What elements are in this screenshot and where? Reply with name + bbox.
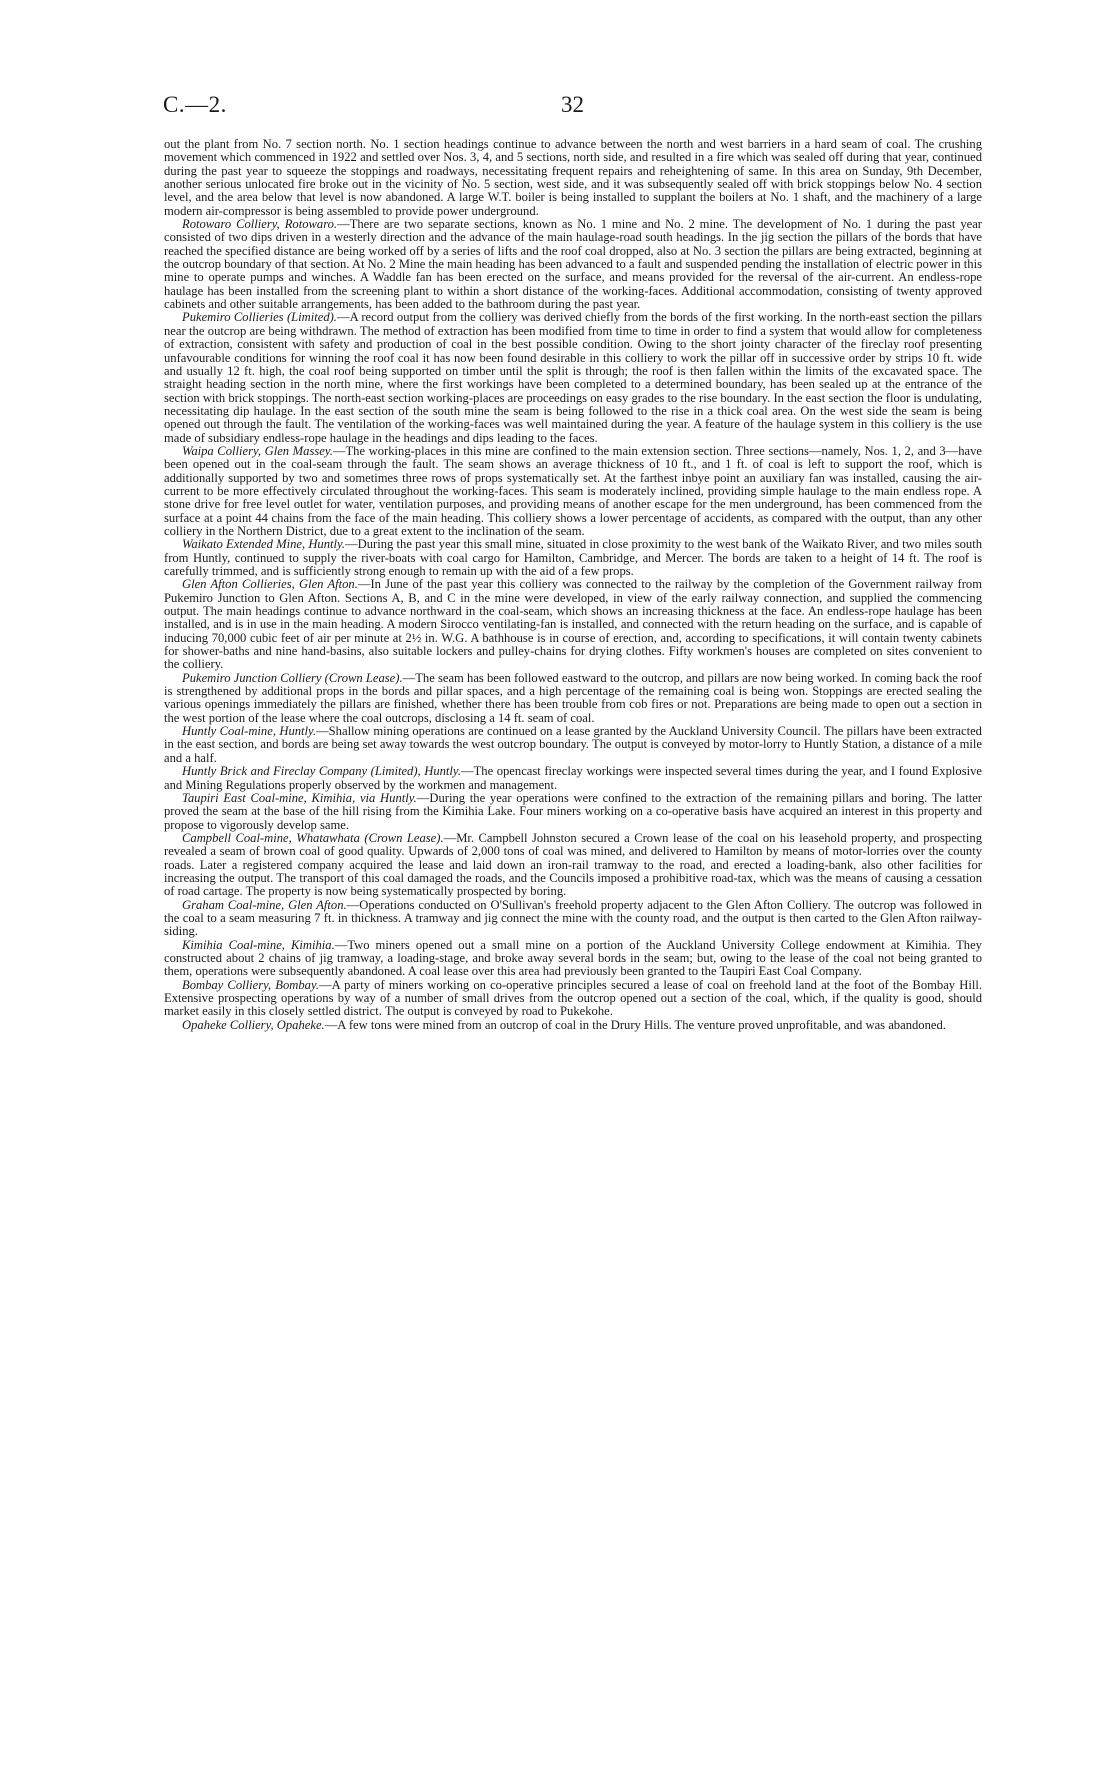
paragraph <box>164 1019 982 1032</box>
paragraph-lead: Huntly Brick and Fireclay Company (Limited), Huntly. <box>182 764 461 779</box>
paragraph-lead: Taupiri East Coal-mine, Kimihia, via Huntly. <box>182 790 417 805</box>
paragraph-text: —There are two separate sections, known as No. 1 mine and No. 2 mine. The development of No. 1 during the past year consisted of two dips driven in a westerly direction and the advance of the main haulage-road south headings. In the jig section the pillars of the bords that have reached the specified distance are being worked off by a series of lifts and the roof coal dropped, also at No. 3 section the pillars are being extracted, beginning at the outcrop boundary of that section. At No. 2 Mine the main heading has been advanced to a fault and suspended pending the installation of electric power in this mine to operate pumps and winches. A Waddle fan has been erected on the surface, and means provided for the reversal of the air-current. An endless-rope haulage has been installed from the screening plant to within a short distance of the working-faces. Additional accommodation, consisting of twenty approved cabinets and other suitable arrangements, has been added to the bathroom during the past year. <box>164 217 982 312</box>
paragraph-text: —Two miners opened out a small mine on a portion of the Auckland University College endowment at Kimihia. They constructed about 2 chains of jig tramway, a loading-stage, and broke away several bords in the seam; but, owing to the lease of the coal not being granted to them, operations were subsequently abandoned. A coal lease over this area had previously been granted to the Taupiri East Coal Company. <box>164 937 982 979</box>
paragraph-text: —A record output from the colliery was derived chiefly from the bords of the first working. In the north-east section the pillars near the outcrop are being withdrawn. The method of extraction has been modified from time to time in order to find a system that would allow for completeness of extraction, consistent with safety and production of coal in the best possible condition. Owing to the short jointy character of the fireclay roof presenting unfavourable conditions for winning the roof coal it has now been found desirable in this colliery to work the pillar off in successive order by strips 10 ft. wide and usually 12 ft. high, the coal roof being supported on timber until the split is through; the roof is then fallen within the limits of the excavated space. The straight heading section in the north mine, where the first workings have been completed to a determined boundary, has been sealed up at the entrance of the section with brick stoppings. The north-east section working-places are proceedings on easy grades to the rise boundary. In the east section the floor is undulating, necessitating dip haulage. In the east section of the south mine the seam is being followed to the rise in a thick coal area. On the west side the seam is being opened out through the fault. The ventilation of the working-faces was well maintained during the year. A feature of the haulage system in this colliery is the use made of subsidiary endless-rope haulage in the headings and dips leading to the faces. <box>164 310 982 445</box>
paragraph-text: —During the past year this small mine, situated in close proximity to the west bank of the Waikato River, and two miles south from Huntly, continued to supply the river-boats with coal cargo for Hamilton, Cambridge, and Mercer. The bords are taken to a height of 14 ft. The roof is carefully trimmed, and is sufficiently strong enough to remain up with the aid of a few props. <box>164 537 982 578</box>
paragraph-text: —In June of the past year this colliery was connected to the railway by the completion of the Government railway from Pukemiro Junction to Glen Afton. Sections A, B, and C in the mine were developed, in view of the early railway connection, and supplied the commencing output. The main headings continue to advance northward in the coal-seam, which shows an increasing thickness at the face. An endless-rope haulage has been installed, and is in use in the main heading. A modern Sirocco ventilating-fan is installed, and connected with the return heading on the surface, and is capable of inducing 70,000 cubic feet of air per minute at 2½ in. W.G. A bathhouse is in course of erection, and, according to specifications, it will contain twenty cabinets for shower-baths and nine hand-basins, also suitable lockers and pulley-chains for drying clothes. Fifty workmen's houses are completed on sites convenient to the colliery. <box>164 577 983 672</box>
paragraph-lead: Kimihia Coal-mine, Kimihia. <box>182 937 335 952</box>
paragraph <box>164 445 982 538</box>
paragraph-text: —During the year operations were confined to the extraction of the remaining pillars and boring. The latter proved the seam at the base of the hill rising from the Kimihia Lake. Four miners working on a co-operative basis have acquired an interest in this property and propose to vigorously develop same. <box>164 790 982 832</box>
paragraph-text: —Shallow mining operations are continued on a lease granted by the Auckland University Council. The pillars have been extracted in the east section, and bords are being set away towards the west outcrop boundary. The output is conveyed by motor-lorry to Huntly Station, a distance of a mile and a half. <box>164 724 982 765</box>
paragraph-text: out the plant from No. 7 section north. No. 1 section headings continue to advance between the north and west barriers in a hard seam of coal. The crushing movement which commenced in 1922 and settled over Nos. 3, 4, and 5 sections, north side, and resulted in a fire which was sealed off during that year, continued during the past year to squeeze the stoppings and roadways, necessitating frequent repairs and reheightening of same. In this area on Sunday, 9th December, another serious unlocated fire broke out in the vicinity of No. 5 section, west side, and it was subsequently sealed off with brick stoppings below No. 4 section level, and the area below that level is now abandoned. A large W.T. boiler is being installed to supplant the boilers at No. 1 shaft, and the machinery of a large modern air-compressor is being assembled to provide power underground. <box>164 137 982 218</box>
paragraph <box>164 765 982 792</box>
paragraph <box>164 725 982 765</box>
paragraph <box>164 832 982 899</box>
paragraph-text: —Mr. Campbell Johnston secured a Crown lease of the coal on his leasehold property, and prospecting revealed a seam of brown coal of good quality. Upwards of 2,000 tons of coal was mined, and delivered to Hamilton by means of motor-lorries over the county roads. Later a registered company acquired the lease and laid down an iron-rail tramway to the road, and erected a loading-bank, also other facilities for increasing the output. The transport of this coal damaged the roads, and the Councils imposed a prohibitive road-tax, which was the means of causing a cessation of road cartage. The property is now being systematically prospected by boring. <box>164 830 982 899</box>
paragraph-text: —The opencast fireclay workings were inspected several times during the year, and I found Explosive and Mining Regulations properly observed by the workmen and management. <box>164 764 982 792</box>
paragraph-text: —A party of miners working on co-operative principles secured a lease of coal on freehold land at the foot of the Bombay Hill. Extensive prospecting operations by way of a number of small drives from the outcrop opened out a section of the coal, which, if the quality is good, should market easily in this closely settled district. The output is conveyed by road to Pukekohe. <box>164 977 982 1019</box>
page-header <box>163 92 980 124</box>
page-number: 32 <box>561 92 584 117</box>
paragraph-text: —A few tons were mined from an outcrop of coal in the Drury Hills. The venture proved unprofitable, and was abandoned. <box>324 1017 946 1032</box>
paragraph <box>164 538 982 578</box>
paragraph-lead: Waipa Colliery, Glen Massey. <box>182 443 333 458</box>
paragraph-lead: Glen Afton Collieries, Glen Afton. <box>182 577 358 592</box>
paragraph <box>164 138 982 218</box>
paragraph-lead: Pukemiro Collieries (Limited). <box>182 310 337 325</box>
paragraph <box>164 578 982 671</box>
paragraph-lead: Bombay Colliery, Bombay. <box>182 977 320 992</box>
paragraph <box>164 939 982 979</box>
paragraph <box>164 792 982 832</box>
paragraph-text: —The seam has been followed eastward to the outcrop, and pillars are now being worked. In coming back the roof is strengthened by additional props in the bords and pillar spaces, and a high percentage of the remaining coal is being won. Stoppings are erected sealing the various openings immediately the pillars are finished, whether there has been trouble from cob fires or not. Preparations are being made to open out a section in the west portion of the lease where the coal outcrops, disclosing a 14 ft. seam of coal. <box>164 670 982 725</box>
paragraph <box>164 672 982 725</box>
paragraph <box>164 218 982 311</box>
paragraph-text: —The working-places in this mine are confined to the main extension section. Three sections—namely, Nos. 1, 2, and 3—have been opened out in the coal-seam through the fault. The seam shows an average thickness of 10 ft., and 1 ft. of coal is left to support the roof, which is additionally supported by two and sometimes three rows of props systematically set. At the farthest inbye point an auxiliary fan was installed, causing the air-current to be more effectively circulated throughout the working-faces. This seam is moderately inclined, providing simple haulage to the main endless rope. A stone drive for free level outlet for water, ventilation purposes, and providing means of another escape for the men underground, has been commenced from the surface at a point 44 chains from the face of the main heading. This colliery shows a lower percentage of accidents, as compared with the output, than any other colliery in the Northern District, due to a great extent to the inclination of the seam. <box>164 443 982 538</box>
paragraph-lead: Pukemiro Junction Colliery (Crown Lease). <box>182 670 403 685</box>
document-reference: C.—2. <box>163 92 227 117</box>
paragraph-lead: Campbell Coal-mine, Whatawhata (Crown Lease). <box>182 830 444 845</box>
paragraph-lead: Graham Coal-mine, Glen Afton. <box>182 897 347 912</box>
paragraph-lead: Huntly Coal-mine, Huntly. <box>182 724 317 739</box>
paragraph-lead: Rotowaro Colliery, Rotowaro. <box>182 217 338 232</box>
body-text <box>164 138 982 1032</box>
paragraph-lead: Waikato Extended Mine, Huntly. <box>182 537 346 552</box>
paragraph <box>164 899 982 939</box>
paragraph-text: —Operations conducted on O'Sullivan's freehold property adjacent to the Glen Afton Colliery. The outcrop was followed in the coal to a seam measuring 7 ft. in thickness. A tramway and jig connect the mine with the county road, and the output is then carted to the Glen Afton railway-siding. <box>164 897 982 939</box>
paragraph <box>164 979 982 1019</box>
paragraph <box>164 311 982 444</box>
paragraph-lead: Opaheke Colliery, Opaheke. <box>182 1017 325 1032</box>
